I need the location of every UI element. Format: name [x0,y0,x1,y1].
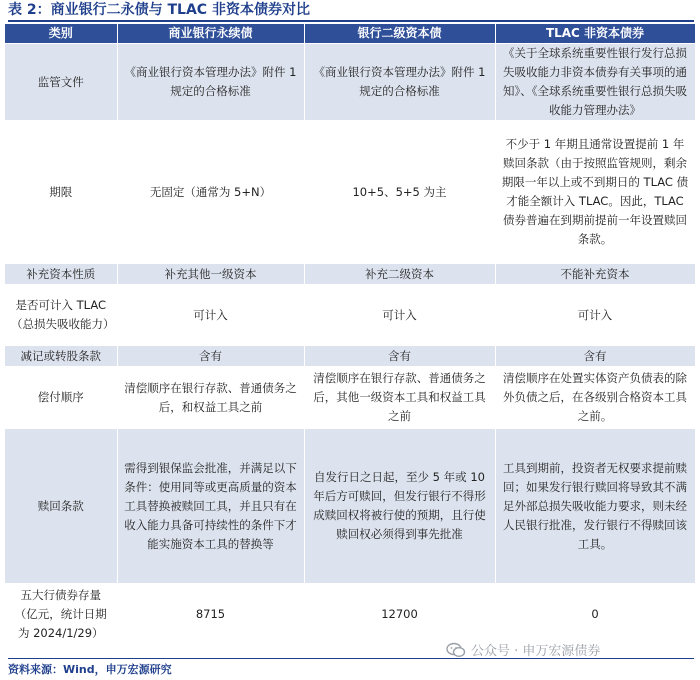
category-cell: 期限 [5,121,117,264]
table-row-tlac-eligible [5,285,695,346]
category-cell: 补充资本性质 [5,264,117,285]
tier2-bond-cell: 12700 [304,584,495,645]
comparison-table [5,24,696,645]
table-row-supervision [5,44,695,121]
tier2-bond-cell: 《商业银行资本管理办法》附件 1 规定的合格标准 [304,44,495,121]
category-cell: 偿付顺序 [5,367,117,429]
perpetual-bond-cell: 含有 [117,346,304,367]
table-header-row [5,24,695,44]
tlac-bond-cell: 可计入 [495,285,695,346]
tier2-bond-cell: 可计入 [304,285,495,346]
header-tlac-bond: TLAC 非资本债券 [495,24,695,44]
tlac-bond-cell: 工具到期前，投资者无权要求提前赎回；如果发行银行赎回将导致其不满足外部总损失吸收能力要求，则未经人民银行批准，发行银行不得赎回该工具。 [495,429,695,584]
perpetual-bond-cell: 补充其他一级资本 [117,264,304,285]
header-tier2-bond: 银行二级资本债 [304,24,495,44]
tlac-bond-cell: 不少于 1 年期且通常设置提前 1 年赎回条款（由于按照监管规则，剩余期限一年以上或不到期日的 TLAC 债才能全额计入 TLAC。因此，TLAC 债券普遍在到期前提前一年设置赎回条款。 [495,121,695,264]
category-cell: 赎回条款 [5,429,117,584]
table-row-capital-nature [5,264,695,285]
tlac-bond-cell: 清偿顺序在处置实体资产负债表的除外负债之后，在各级别合格资本工具之前。 [495,367,695,429]
perpetual-bond-cell: 清偿顺序在银行存款、普通债务之后，和权益工具之前 [117,367,304,429]
category-cell: 监管文件 [5,44,117,121]
category-cell: 五大行债券存量（亿元，统计日期为 2024/1/29） [5,584,117,645]
table-row-writedown [5,346,695,367]
tlac-bond-cell: 含有 [495,346,695,367]
tlac-bond-cell: 《关于全球系统重要性银行发行总损失吸收能力非资本债券有关事项的通知》、《全球系统重要性银行总损失吸收能力管理办法》 [495,44,695,121]
table-title: 表 2：商业银行二永债与 TLAC 非资本债券对比 [8,0,694,22]
header-category: 类别 [5,24,117,44]
tier2-bond-cell: 自发行日之日起，至少 5 年或 10 年后方可赎回，但发行银行不得形成赎回权将被行使的预期，且行使赎回权必须得到事先批准 [304,429,495,584]
header-perpetual-bond: 商业银行永续债 [117,24,304,44]
tlac-bond-cell: 0 [495,584,695,645]
category-cell: 是否可计入 TLAC（总损失吸收能力） [5,285,117,346]
perpetual-bond-cell: 可计入 [117,285,304,346]
table-row-term [5,121,695,264]
perpetual-bond-cell: 《商业银行资本管理办法》附件 1 规定的合格标准 [117,44,304,121]
tlac-bond-cell: 不能补充资本 [495,264,695,285]
tier2-bond-cell: 10+5、5+5 为主 [304,121,495,264]
table-row-redemption [5,429,695,584]
perpetual-bond-cell: 无固定（通常为 5+N） [117,121,304,264]
table-row-outstanding [5,584,695,645]
source-footer: 资料来源：Wind，申万宏源研究 [8,658,694,678]
tier2-bond-cell: 含有 [304,346,495,367]
tier2-bond-cell: 清偿顺序在银行存款、普通债务之后，其他一级资本工具和权益工具之前 [304,367,495,429]
watermark [446,640,600,659]
watermark-text: 公众号 · 申万宏源债券 [471,644,601,659]
perpetual-bond-cell: 需得到银保监会批准，并满足以下条件：使用同等或更高质量的资本工具替换被赎回工具，并且只有在收入能力具备可持续性的条件下才能实施资本工具的替换等 [117,429,304,584]
wechat-icon [446,642,466,658]
perpetual-bond-cell: 8715 [117,584,304,645]
category-cell: 减记或转股条款 [5,346,117,367]
table-row-repayment-order [5,367,695,429]
tier2-bond-cell: 补充二级资本 [304,264,495,285]
